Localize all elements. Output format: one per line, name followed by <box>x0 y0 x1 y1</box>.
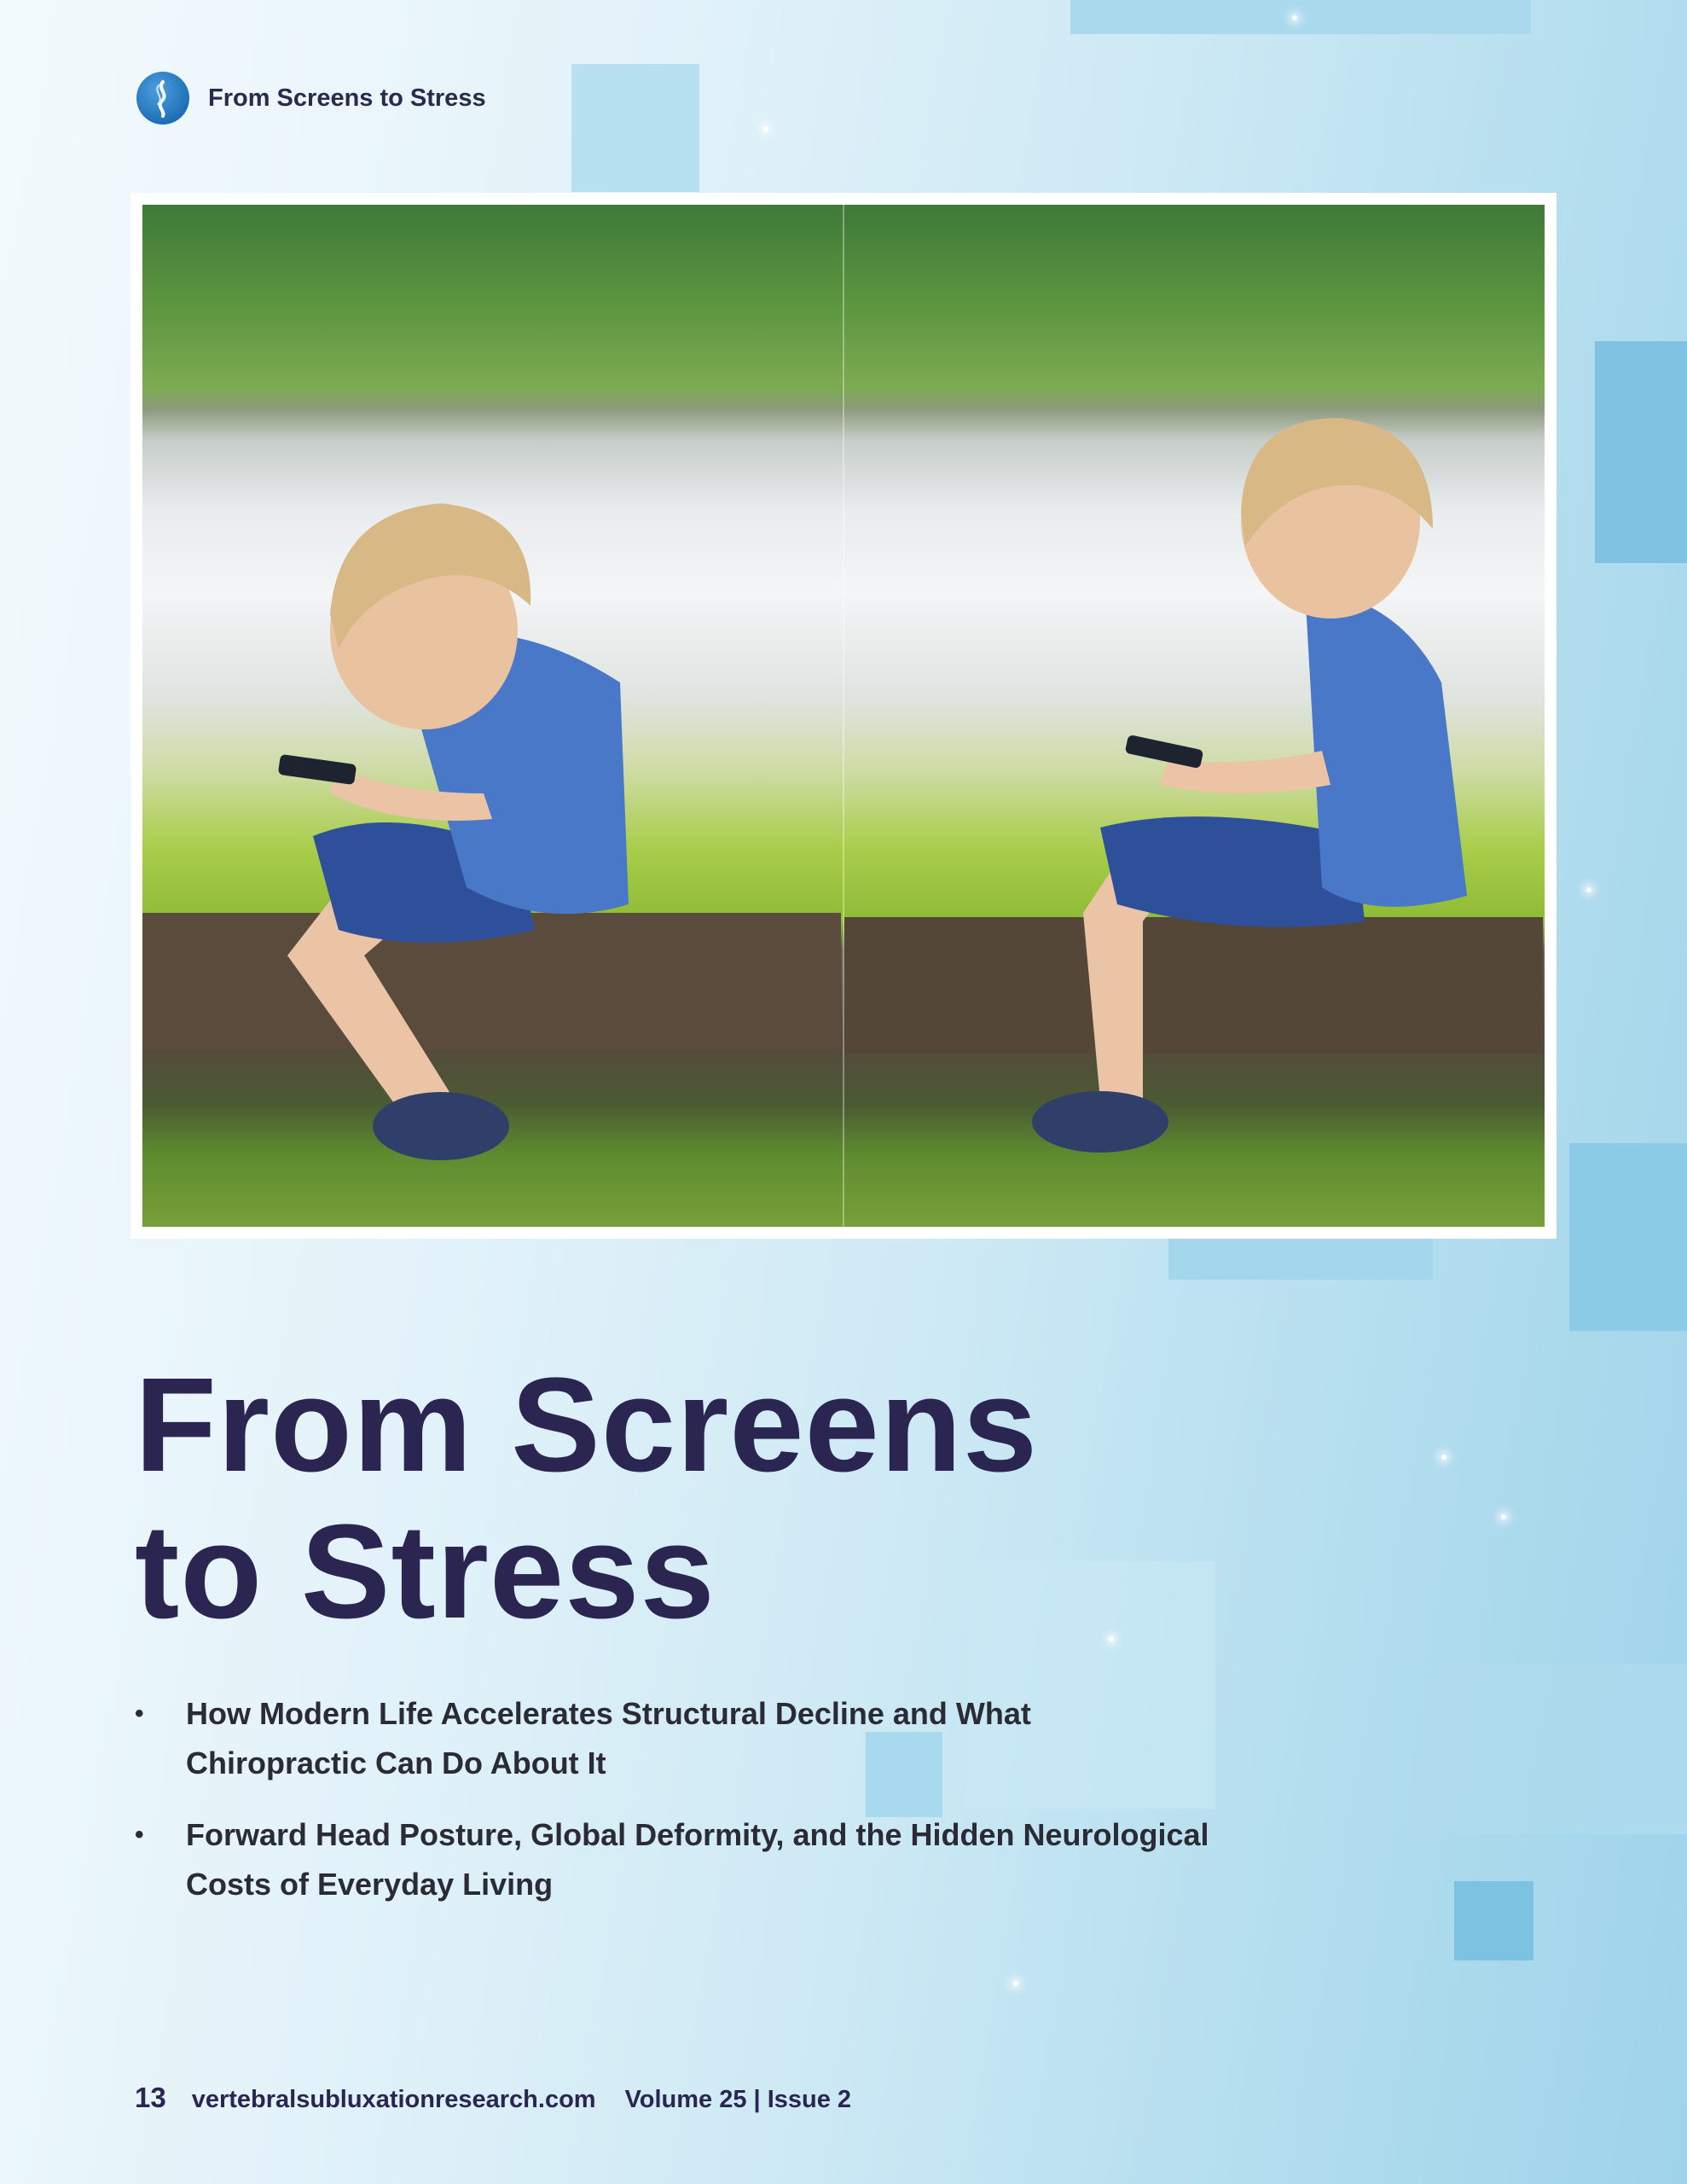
page-footer <box>135 2082 851 2114</box>
website-link[interactable]: vertebralsubluxationresearch.com <box>191 2086 596 2113</box>
spine-logo-icon <box>136 72 189 125</box>
feature-photo <box>130 193 1557 1239</box>
article-title <box>135 1352 1038 1646</box>
bullet-text: Forward Head Posture, Global Deformity, and the Hidden Neurological Costs of Everyday Living <box>186 1817 1209 1902</box>
issue-label: Volume 25 | Issue 2 <box>624 2086 852 2113</box>
list-item <box>135 1689 1209 1788</box>
photo-panel-slouched <box>142 205 843 1227</box>
list-item <box>135 1810 1209 1909</box>
page-number: 13 <box>135 2082 166 2113</box>
article-title-line-1: From Screens <box>135 1350 1039 1500</box>
subtitle-bullet-list <box>135 1689 1209 1931</box>
photo-panel-upright <box>843 205 1545 1227</box>
header-title: From Screens to Stress <box>208 84 486 112</box>
running-header <box>136 72 486 125</box>
child-slouched-illustration <box>142 205 841 1227</box>
bullet-text: How Modern Life Accelerates Structural Decline and What Chiropractic Can Do About It <box>186 1696 1031 1780</box>
child-upright-illustration <box>844 205 1543 1227</box>
article-title-line-2: to Stress <box>135 1497 716 1647</box>
bullet-icon: • <box>135 1821 144 1849</box>
bullet-icon: • <box>135 1699 144 1728</box>
